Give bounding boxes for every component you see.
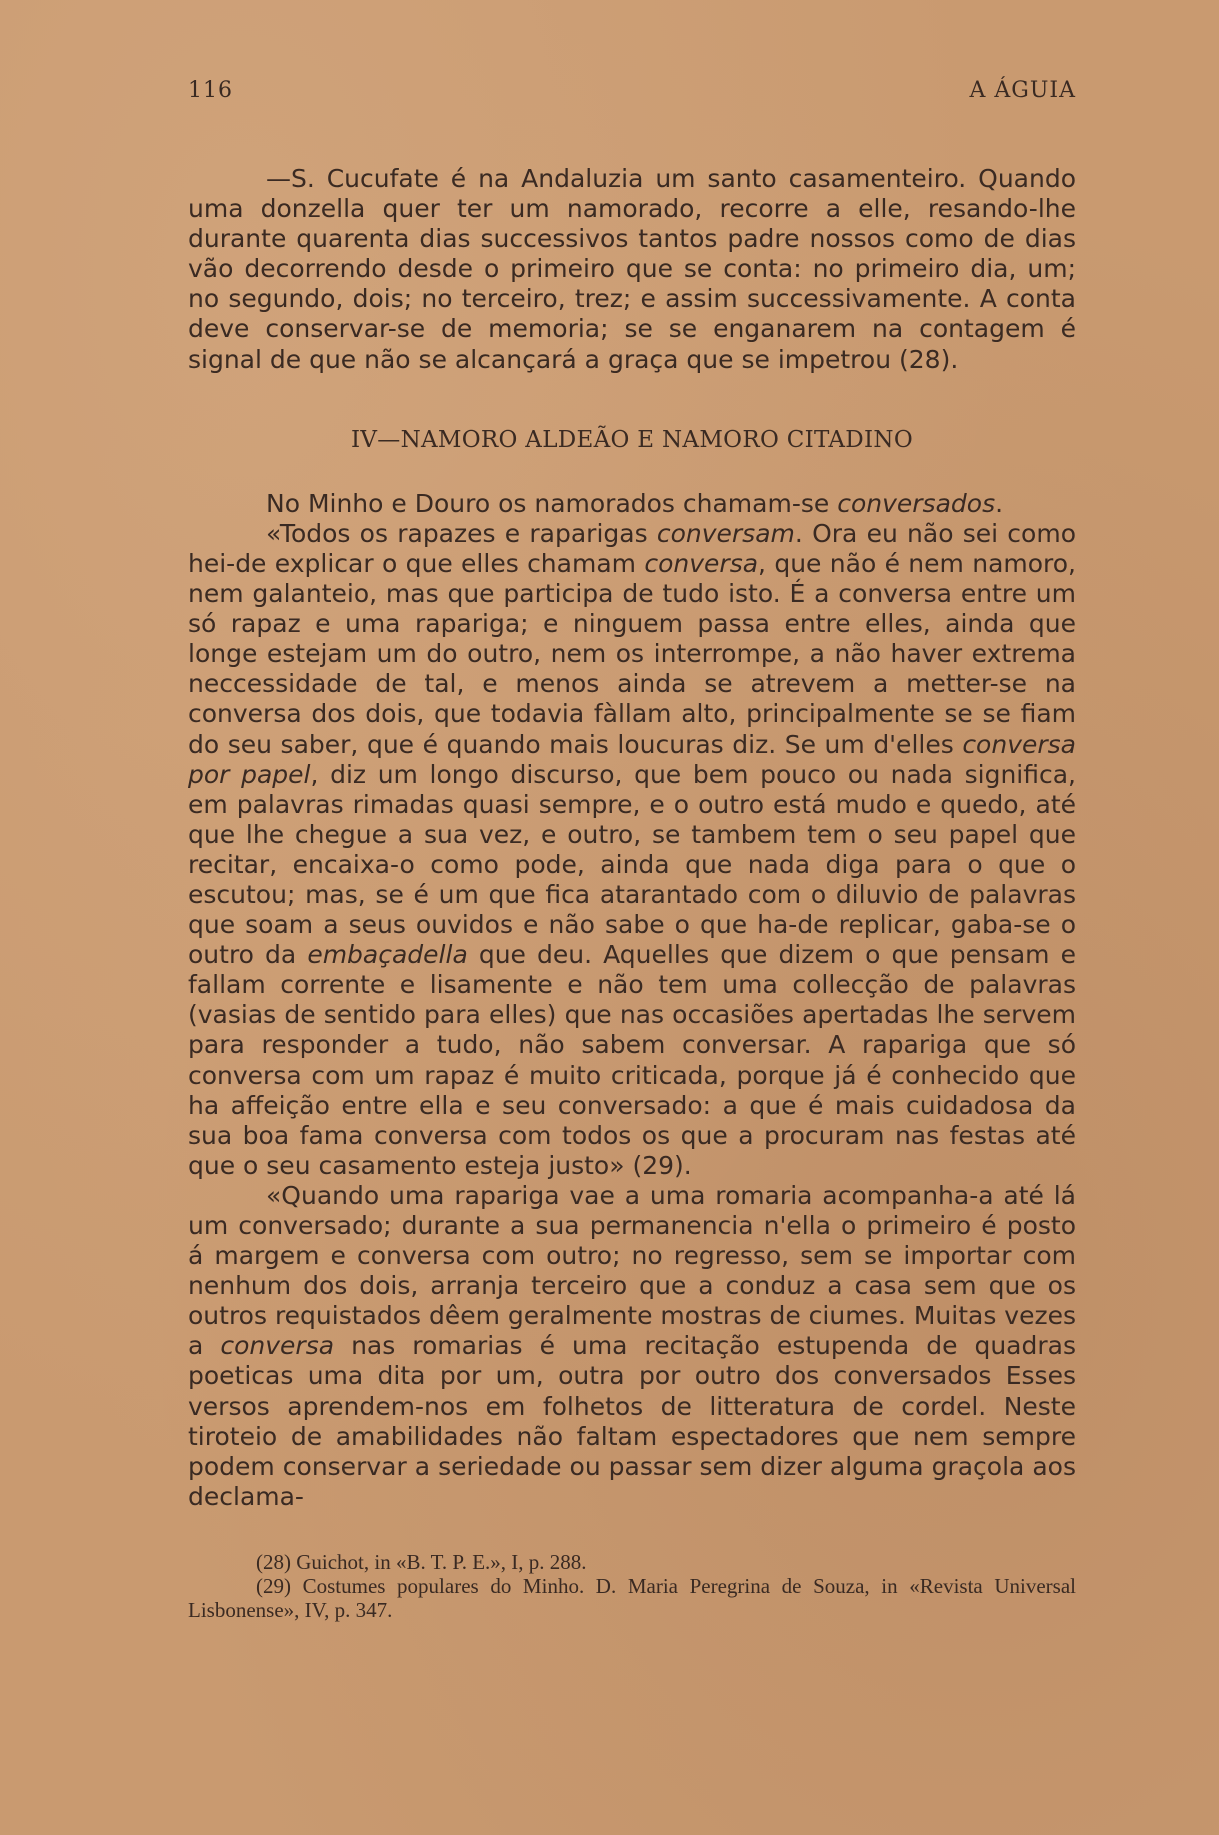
paragraph-text: «Quando uma rapariga vae a uma romaria acompanha-a até lá um conversado; durante a sua permanencia n'ella o primeiro é posto á margem e conversa com outro; no regresso, sem se importar com nenhum dos dois, arranja terceiro que a conduz a casa sem que os outros requistados dêem geralmente mostras de ciumes. Muitas vezes a [188,1180,1077,1361]
paragraph-text: . Ora eu não sei como hei-de explicar o que elles chamam [188,518,1076,578]
page-number: 116 [188,78,233,103]
paragraph-santo-casamenteiro [188,164,1076,375]
footnotes [188,1550,1076,1622]
paragraph-quote-conversa [188,519,1076,1181]
paragraph-text: nas romarias é uma recitação estupenda de quadras poeticas uma dita por um, outra por outro dos conversados Esses versos aprendem-nos em folhetos de litteratura de cordel. Neste tiroteio de amabilidades não faltam espectadores que nem sempre podem conservar a seriedade ou passar sem dizer alguma graçola aos declama- [188,1331,1076,1511]
paragraph-text: , que não é nem namoro, nem galanteio, mas que participa de tudo isto. É a conversa entre um só rapaz e uma rapariga; e ninguem passa entre elles, ainda que longe estejam um do outro, nem os interrompe, a não haver extrema neccessidade de tal, e menos ainda se atrevem a metter-se na conversa dos dois, que todavia fàllam alto, principalmente se se fiam do seu saber, que é quando mais loucuras diz. Se um d'elles [188,548,1077,759]
italic-term: conversa por papel [188,729,1076,789]
italic-term: conversados [837,488,996,518]
italic-term: conversa [644,548,759,578]
paragraph-romaria [188,1181,1076,1512]
paragraph-text: que deu. Aquelles que dizem o que pensam e fallam corrente e lisamente e não tem uma collecção de palavras (vasias de sentido para elles) que nas occasiões apertadas lhe servem para responder a tudo, não sabem conversar. A rapariga que só conversa com um rapaz é muito criticada, porque já é conhecido que ha affeição entre ella e seu conversado: a que é mais cuidadosa da sua boa fama conversa com todos os que a procuram nas festas até que o seu casamento esteja justo» [188,940,1076,1180]
section-heading: IV—NAMORO ALDEÃO E NAMORO CITADINO [350,426,914,453]
paragraph-text: , diz um longo discurso, que bem pouco ou nada significa, em palavras rimadas quasi sempre, e o outro está mudo e quedo, até que lhe chegue a sua vez, e outro, se tambem tem o seu papel que recitar, encaixa-o como pode, ainda que nada diga para o que o escutou; mas, se é um que fica atarantado com o diluvio de palavras que soam a seus ouvidos e não sabe o que ha-de replicar, gaba-se o outro da [188,759,1077,970]
paragraph-text: —S. Cucufate é na Andaluzia um santo casamenteiro. Quando uma donzella quer ter um namorado, recorre a elle, resando-lhe durante quarenta dias successivos tantos padre nossos como de dias vão decorrendo desde o primeiro que se conta: no primeiro dia, um; no segundo, dois; no terceiro, trez; e assim successivamente. A conta deve conservar-se de memoria; se se enganarem na contagem é signal de que não se alcançará a graça que se impetrou [188,164,1076,374]
italic-term: conversa [220,1331,335,1361]
italic-term: conversam [656,518,795,548]
footnote-reference-29: (29). [632,1150,692,1180]
paragraph-text: . [995,488,1004,518]
footnote-29: (29) Costumes populares do Minho. D. Maria Peregrina de Souza, in «Revista Universal Lisbonense», IV, p. 347. [188,1574,1076,1622]
paragraph-text: «Todos os rapazes e raparigas [266,518,657,548]
paragraph-minho-douro [188,489,1076,519]
italic-term: embaçadella [307,940,468,970]
footnote-28: (28) Guichot, in «B. T. P. E.», I, p. 288. [256,1550,587,1574]
page-header [188,78,1076,108]
paragraph-text: No Minho e Douro os namorados chamam-se [266,488,838,518]
footnote-reference-28: (28). [899,344,959,374]
running-title: A ÁGUIA [969,78,1076,103]
body-text [188,164,1076,1512]
